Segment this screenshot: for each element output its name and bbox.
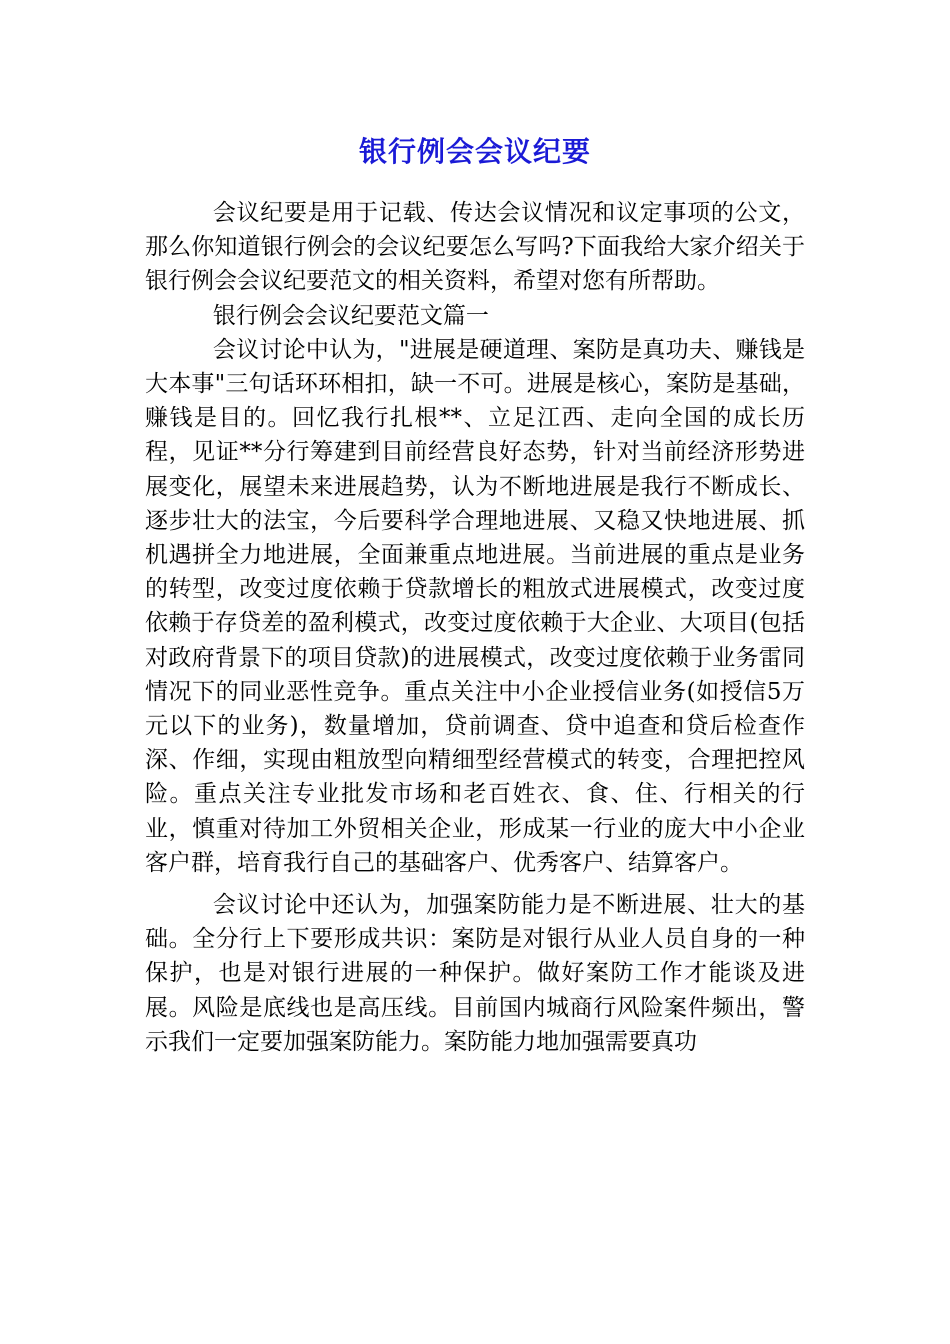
body-paragraph: 会议讨论中还认为，加强案防能力是不断进展、壮大的基础。全分行上下要形成共识：案防是对银行从业人员自身的一种保护，也是对银行进展的一种保护。做好案防工作才能谈及进展。风险是底线也是高压线。目前国内城商行风险案件频出，警示我们一定要加强案防能力。案防能力地加强需要真功 xyxy=(145,892,805,1055)
document-title: 银行例会会议纪要 xyxy=(358,135,591,168)
document-body xyxy=(145,196,805,1059)
section-heading: 银行例会会议纪要范文篇一 xyxy=(212,302,489,329)
intro-paragraph: 会议纪要是用于记载、传达会议情况和议定事项的公文，那么你知道银行例会的会议纪要怎么写吗?下面我给大家介绍关于银行例会会议纪要范文的相关资料，希望对您有所帮助。 xyxy=(145,200,805,295)
body-paragraph: 会议讨论中认为，"进展是硬道理、案防是真功夫、赚钱是大本事"三句话环环相扣，缺一不可。进展是核心，案防是基础，赚钱是目的。回忆我行扎根**、立足江西、走向全国的成长历程，见证**分行筹建到目前经营良好态势，针对当前经济形势进展变化，展望未来进展趋势，认为不断地进展是我行不断成长、逐步壮大的法宝，今后要科学合理地进展、又稳又快地进展、抓机遇拼全力地进展，全面兼重点地进展。当前进展的重点是业务的转型，改变过度依赖于贷款增长的粗放式进展模式，改变过度依赖于存贷差的盈利模式，改变过度依赖于大企业、大项目(包括对政府背景下的项目贷款)的进展模式，改变过度依赖于业务雷同情况下的同业恶性竞争。重点关注中小企业授信业务(如授信5万元以下的业务)，数量增加，贷前调查、贷中追查和贷后检查作深、作细，实现由粗放型向精细型经营模式的转变，合理把控风险。重点关注专业批发市场和老百姓衣、食、住、行相关的行业，慎重对待加工外贸相关企业，形成某一行业的庞大中小企业客户群，培育我行自己的基础客户、优秀客户、结算客户。 xyxy=(145,336,805,876)
